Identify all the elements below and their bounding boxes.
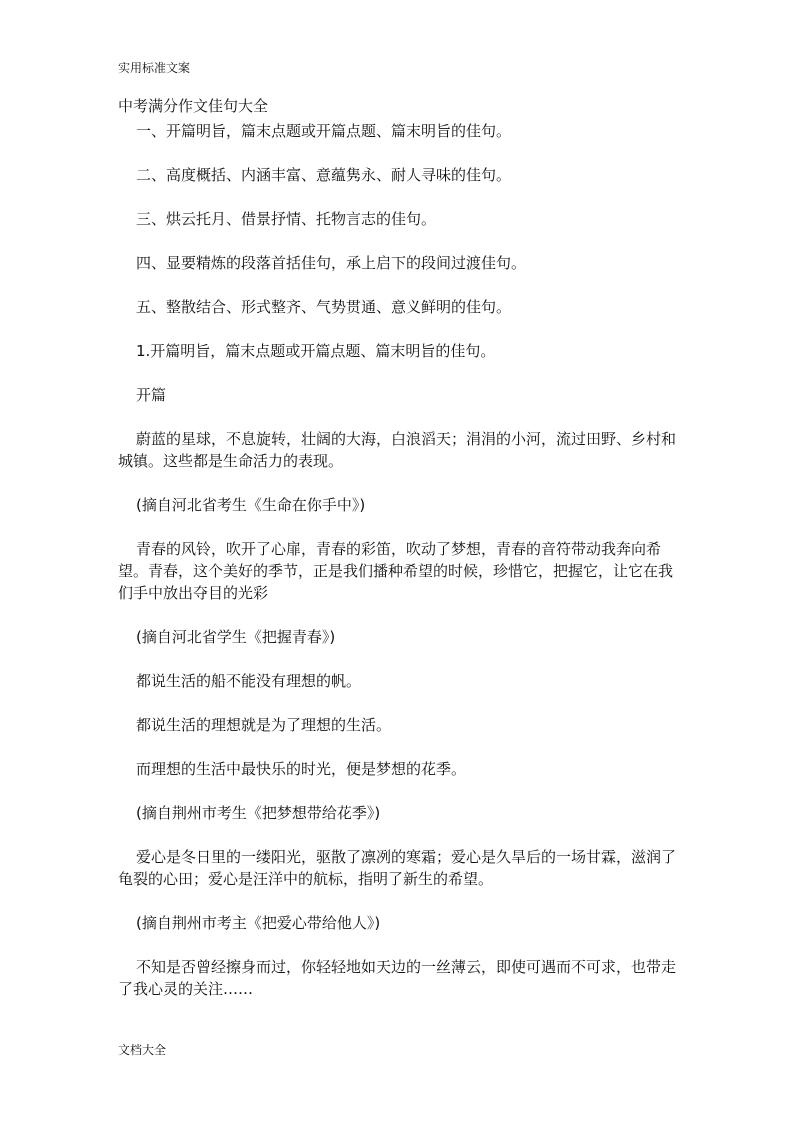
paragraph: 不知是否曾经擦身而过，你轻轻地如天边的一丝薄云，即使可遇而不可求，也带走了我心灵的关注…… <box>118 958 677 998</box>
document-body <box>118 120 683 1022</box>
citation: (摘自河北省考生《生命在你手中》) <box>136 496 366 514</box>
paragraph: 四、显要精炼的段落首括佳句，承上启下的段间过渡佳句。 <box>136 254 527 272</box>
paragraph: 五、整散结合、形式整齐、气势贯通、意义鲜明的佳句。 <box>136 298 512 316</box>
paragraph: 二、高度概括、内涵丰富、意蕴隽永、耐人寻味的佳句。 <box>136 166 512 184</box>
paragraph: 都说生活的理想就是为了理想的生活。 <box>136 716 392 734</box>
paragraph: 三、烘云托月、借景抒情、托物言志的佳句。 <box>136 210 437 228</box>
paragraph: 青春的风铃，吹开了心扉，青春的彩笛，吹动了梦想，青春的音符带动我奔向希望。青春，这个美好的季节，正是我们播种希望的时候，珍惜它，把握它，让它在我们手中放出夺目的光彩 <box>118 540 674 602</box>
page-footer: 文档大全 <box>118 1043 167 1057</box>
paragraph: 开篇 <box>136 386 167 404</box>
document-title: 中考满分作文佳句大全 <box>118 97 269 115</box>
paragraph: 而理想的生活中最快乐的时光，便是梦想的花季。 <box>136 760 467 778</box>
paragraph: 1.开篇明旨，篇末点题或开篇点题、篇末明旨的佳句。 <box>136 342 496 360</box>
citation: (摘自荆州市考主《把爱心带给他人》) <box>136 914 381 932</box>
paragraph: 一、开篇明旨，篇末点题或开篇点题、篇末明旨的佳句。 <box>136 122 512 140</box>
page-header: 实用标准文案 <box>118 61 191 75</box>
paragraph: 都说生活的船不能没有理想的帆。 <box>136 672 362 690</box>
citation: (摘自荆州市考生《把梦想带给花季》) <box>136 804 381 822</box>
paragraph: 爱心是冬日里的一缕阳光，驱散了凛冽的寒霜；爱心是久旱后的一场甘霖，滋润了龟裂的心田；爱心是汪洋中的航标，指明了新生的希望。 <box>118 848 677 888</box>
paragraph: 蔚蓝的星球，不息旋转，壮阔的大海，白浪滔天；涓涓的小河，流过田野、乡村和城镇。这些都是生命活力的表现。 <box>118 430 677 470</box>
citation: (摘自河北省学生《把握青春》) <box>136 628 336 646</box>
